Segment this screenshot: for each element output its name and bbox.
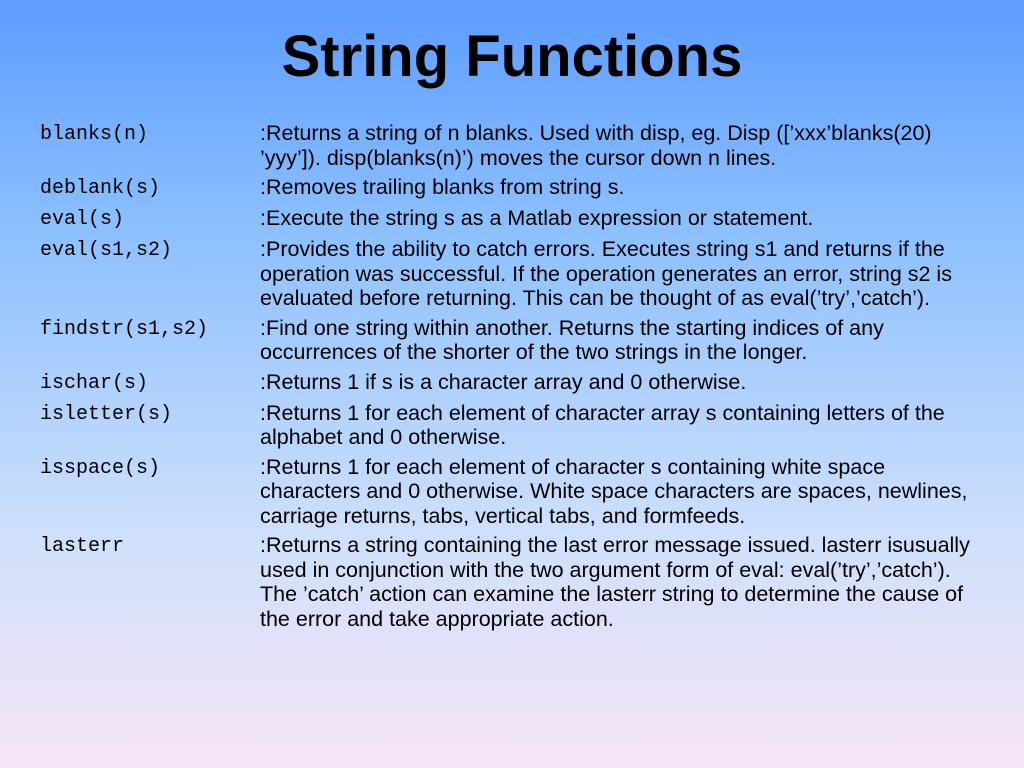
function-name: ischar(s) bbox=[40, 371, 149, 395]
function-description: :Returns 1 for each element of character s containing white space characters and 0 otherwise. White space characters are spaces, newlines, carriage returns, tabs, vertical tabs, and formfeeds. bbox=[260, 454, 968, 528]
function-row bbox=[40, 175, 990, 201]
function-name: isletter(s) bbox=[40, 402, 173, 426]
function-name: deblank(s) bbox=[40, 177, 161, 200]
function-row bbox=[40, 533, 990, 631]
function-description: :Execute the string s as a Matlab expression or statement. bbox=[260, 206, 814, 230]
function-row bbox=[40, 316, 990, 365]
function-name: eval(s) bbox=[40, 208, 125, 231]
function-row bbox=[40, 401, 990, 450]
function-name: blanks(n) bbox=[40, 123, 149, 146]
function-description: :Find one string within another. Returns the starting indices of any occurrences of the shorter of the two strings in the longer. bbox=[260, 315, 884, 364]
function-list bbox=[40, 121, 990, 636]
function-name: isspace(s) bbox=[40, 456, 161, 480]
function-description: :Returns a string containing the last error message issued. lasterr isusually used in conjunction with the two argument form of eval: eval(’try’,’catch’). The ’catch’ action can examine the lasterr string to determine the cause of the error and take appropriate action. bbox=[260, 533, 970, 631]
function-row bbox=[40, 455, 990, 529]
function-description: :Returns 1 if s is a character array and 0 otherwise. bbox=[260, 369, 747, 394]
function-row bbox=[40, 370, 990, 396]
function-description: :Provides the ability to catch errors. Executes string s1 and returns if the operation was successful. If the operation generates an error, string s2 is evaluated before returning. This can be thought of as eval(’try’,’catch’). bbox=[260, 237, 952, 310]
function-description: :Returns 1 for each element of character array s containing letters of the alphabet and 0 otherwise. bbox=[260, 400, 945, 449]
function-description: :Returns a string of n blanks. Used with disp, eg. Disp ([’xxx’blanks(20) ’yyy’]). disp(blanks(n)’) moves the cursor down n lines. bbox=[260, 121, 932, 170]
function-name: findstr(s1,s2) bbox=[40, 317, 209, 341]
function-row bbox=[40, 121, 990, 170]
function-name: eval(s1,s2) bbox=[40, 239, 173, 262]
function-row bbox=[40, 206, 990, 232]
slide-title: String Functions bbox=[281, 24, 743, 89]
function-row bbox=[40, 237, 990, 311]
function-name: lasterr bbox=[40, 535, 125, 558]
function-description: :Removes trailing blanks from string s. bbox=[260, 175, 625, 199]
